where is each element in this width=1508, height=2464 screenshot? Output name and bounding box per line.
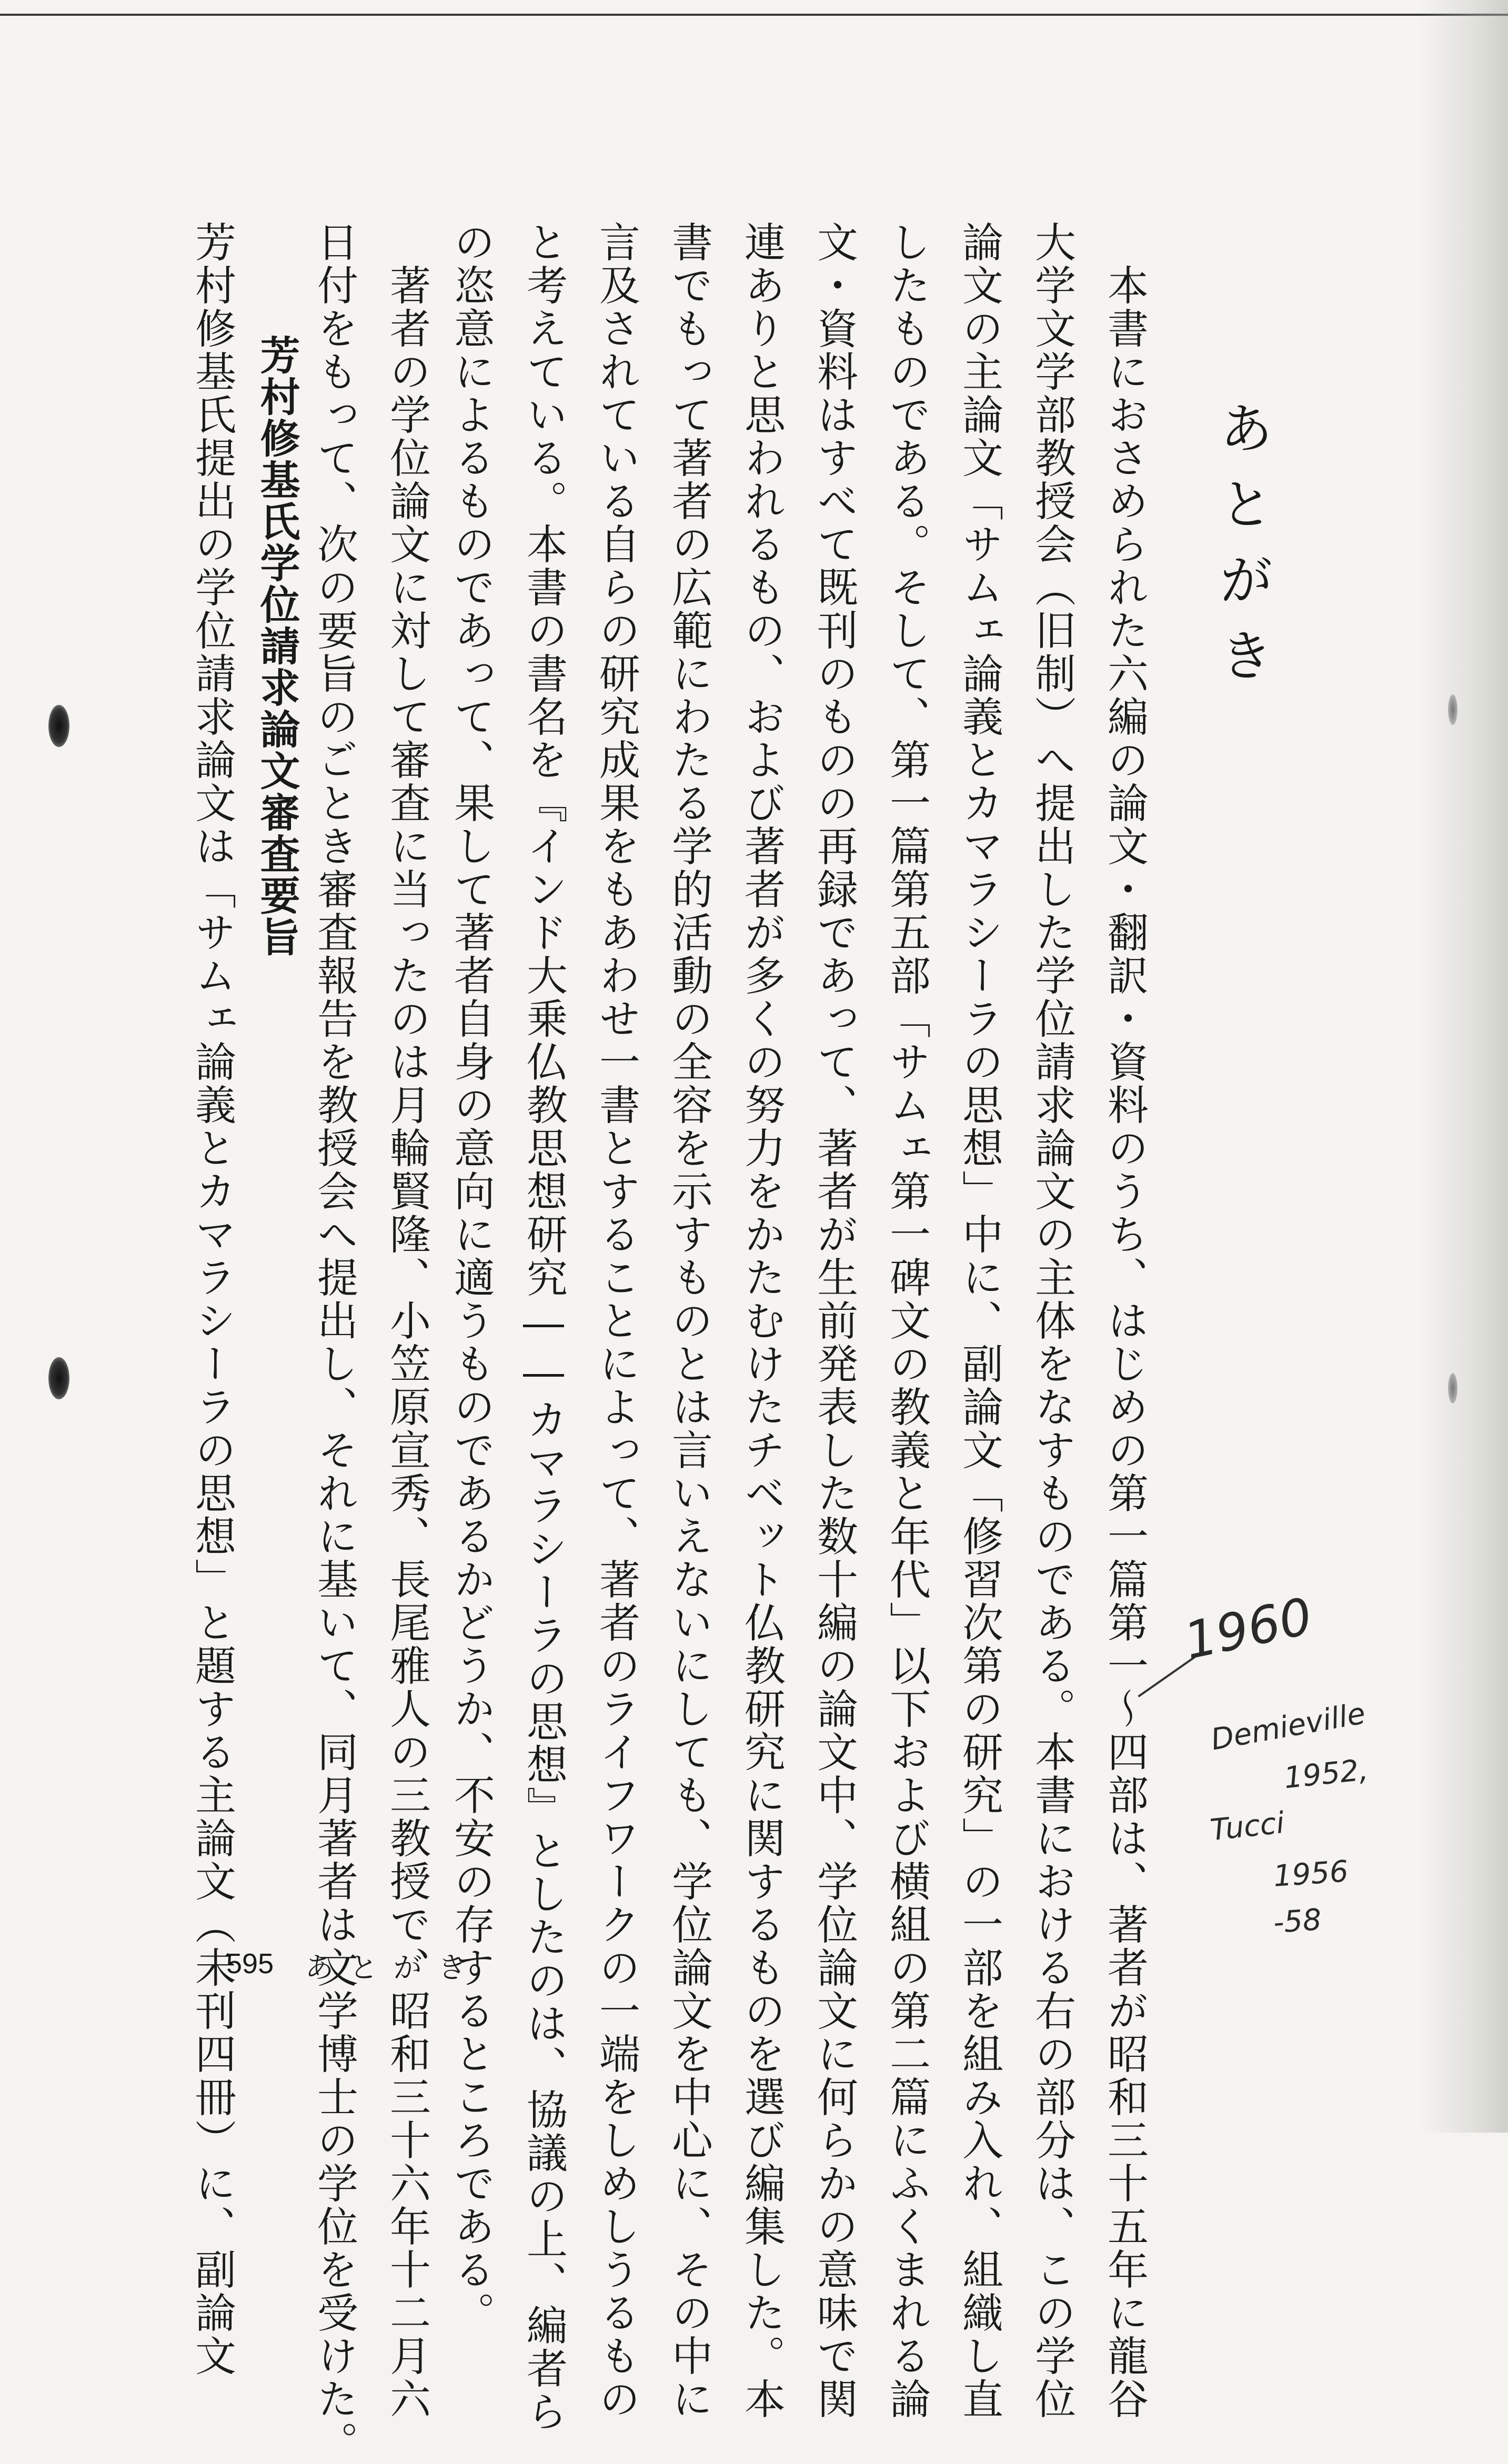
body-line-10: の恣意によるものであって、果して著者自身の意向に適うものであるかどうか、不安の存するところである。: [447, 221, 495, 2335]
edge-mark-top: [1448, 694, 1457, 725]
body-line-8: 言及されている自らの研究成果をもあわせ一書とすることによって、著者のライフワークの一端をしめしうるもの: [592, 221, 640, 2421]
running-head: あとがき: [305, 1951, 482, 1984]
top-border-line: [0, 14, 1508, 16]
body-line-6: 連ありと思われるもの、および著者が多くの努力をかたむけたチベット仏教研究に関するものを選び編集した。本: [738, 221, 785, 2421]
handwritten-note-1952: 1952,: [1282, 1752, 1370, 1796]
body-line-5: 文・資料はすべて既刊のものの再録であって、著者が生前発表した数十編の論文中、学位論文に何らかの意味で関: [810, 221, 858, 2421]
section-line-3: 芳村修基氏提出の学位請求論文は「サムェ論義とカマラシーラの思想」と題する主論文（未刊四冊）に、副論文: [188, 221, 236, 2378]
scan-edge-shadow: [1419, 0, 1508, 2133]
body-line-1: 本書におさめられた六編の論文・翻訳・資料のうち、はじめの第一篇第一〜四部は、著者が昭和三十五年に龍谷: [1101, 221, 1148, 2421]
handwritten-note-58: -58: [1272, 1902, 1323, 1941]
section-line-1: 著者の学位論文に対して審査に当ったのは月輪賢隆、小笠原宣秀、長尾雅人の三教授で、昭和三十六年十二月六: [383, 221, 430, 2421]
page-title: あとがき: [1210, 400, 1274, 703]
handwritten-year-note: 1960: [1179, 1586, 1318, 1671]
page-number: 595: [226, 1948, 274, 1980]
section-heading: 芳村修基氏学位請求論文審査要旨: [254, 335, 300, 958]
body-line-2: 大学文学部教授会（旧制）へ提出した学位請求論文の主体をなすものである。本書における右の部分は、この学位: [1028, 221, 1075, 2421]
body-line-7: 書でもって著者の広範にわたる学的活動の全容を示すものとは言いえないにしても、学位論文を中心に、その中に: [665, 221, 712, 2421]
binder-hole-top: [48, 705, 69, 747]
body-line-4: したものである。そして、第一篇第五部「サムェ第一碑文の教義と年代」以下および横組の第二篇にふくまれる論: [883, 221, 930, 2421]
handwritten-note-demieville: Demieville: [1208, 1696, 1368, 1758]
edge-mark-bottom: [1448, 1373, 1457, 1403]
binder-hole-bottom: [48, 1357, 69, 1399]
handwritten-note-1956: 1956: [1272, 1854, 1350, 1894]
body-line-9: と考えている。本書の書名を『インド大乗仏教思想研究――カマラシーラの思想』としたのは、協議の上、編者ら: [520, 221, 567, 2433]
section-line-2: 日付をもって、次の要旨のごとき審査報告を教授会へ提出し、それに基いて、同月著者は文学博士の学位を受けた。: [310, 221, 358, 2464]
body-line-3: 論文の主論文「サムェ論義とカマラシーラの思想」中に、副論文「修習次第の研究」の一部を組み入れ、組織し直: [956, 221, 1003, 2421]
handwritten-note-tucci: Tucci: [1208, 1805, 1286, 1848]
